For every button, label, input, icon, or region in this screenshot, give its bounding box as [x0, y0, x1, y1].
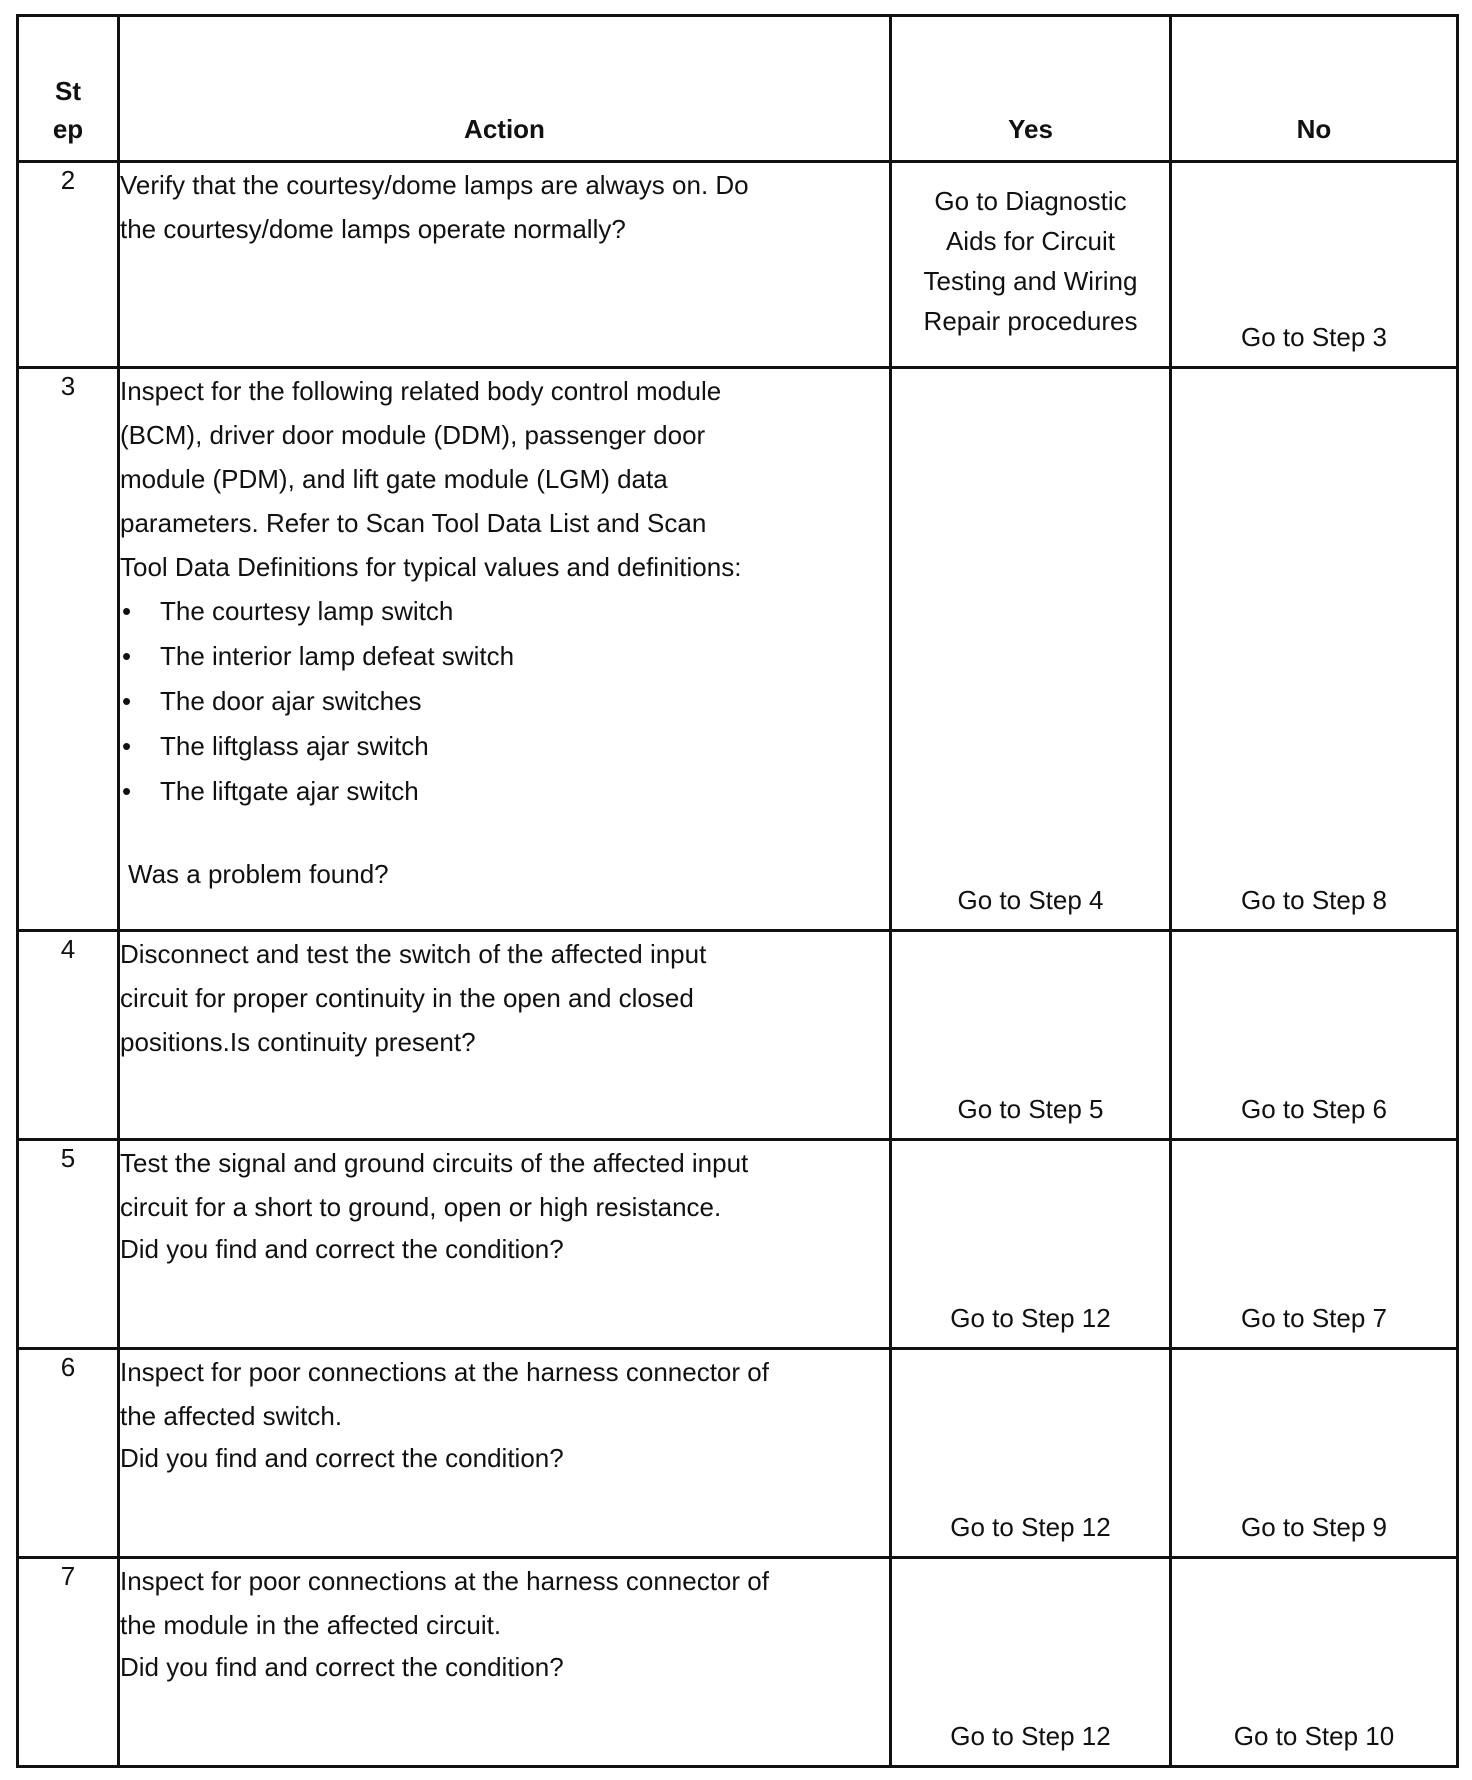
action-line: circuit for proper continuity in the open and closed: [120, 983, 694, 1013]
list-item: • The courtesy lamp switch: [120, 589, 889, 634]
step-number: 3: [18, 368, 119, 931]
yes-cell: [891, 1349, 1171, 1558]
no-link: Go to Step 8: [1241, 885, 1387, 915]
action-line: Verify that the courtesy/dome lamps are always on. Do: [120, 170, 749, 200]
action-line: Inspect for poor connections at the harness connector of: [120, 1566, 769, 1596]
action-cell: [119, 931, 891, 1140]
step-header-line2: ep: [52, 114, 84, 144]
table-row: [18, 162, 1458, 368]
list-item: • The door ajar switches: [120, 679, 889, 724]
table-row: [18, 368, 1458, 931]
action-line: Tool Data Definitions for typical values and definitions:: [120, 552, 742, 582]
no-link: Go to Step 3: [1241, 322, 1387, 352]
no-link: Go to Step 9: [1241, 1512, 1387, 1542]
no-cell: [1171, 162, 1458, 368]
list-item: • The liftgate ajar switch: [120, 769, 889, 814]
action-line: Did you find and correct the condition?: [120, 1234, 564, 1264]
action-cell: [119, 1140, 891, 1349]
action-cell: [119, 162, 891, 368]
action-line: Inspect for the following related body control module: [120, 376, 722, 406]
yes-header: Yes: [891, 16, 1171, 162]
no-link: Go to Step 6: [1241, 1094, 1387, 1124]
no-cell: [1171, 368, 1458, 931]
table-row: [18, 1140, 1458, 1349]
step-header: [18, 16, 119, 162]
yes-cell: [891, 162, 1171, 368]
yes-line: Repair procedures: [923, 306, 1138, 336]
action-line: the courtesy/dome lamps operate normally?: [120, 214, 626, 244]
action-line: the affected switch.: [120, 1401, 343, 1431]
yes-line: Go to Diagnostic: [934, 186, 1127, 216]
list-item: • The interior lamp defeat switch: [120, 634, 889, 679]
yes-link: Go to Step 5: [957, 1094, 1104, 1124]
no-cell: [1171, 931, 1458, 1140]
action-line: module (PDM), and lift gate module (LGM) data: [120, 464, 668, 494]
no-header: No: [1171, 16, 1458, 162]
no-cell: [1171, 1140, 1458, 1349]
step-header-line1: St: [55, 76, 81, 106]
action-cell: [119, 1349, 891, 1558]
list-item: • The liftglass ajar switch: [120, 724, 889, 769]
yes-link: Go to Step 12: [950, 1303, 1111, 1333]
yes-link: Go to Step 12: [950, 1721, 1111, 1751]
yes-cell: [891, 368, 1171, 931]
no-link: Go to Step 7: [1241, 1303, 1387, 1333]
header-row: [18, 16, 1458, 162]
action-line: Test the signal and ground circuits of the affected input: [120, 1148, 749, 1178]
action-line: parameters. Refer to Scan Tool Data List and Scan: [120, 508, 707, 538]
yes-cell: [891, 931, 1171, 1140]
action-line: Disconnect and test the switch of the affected input: [120, 939, 707, 969]
yes-link: Go to Step 4: [957, 885, 1104, 915]
step-number: 2: [18, 162, 119, 368]
diagnostic-table: [16, 14, 1459, 1768]
table-row: [18, 1558, 1458, 1767]
action-header: Action: [119, 16, 891, 162]
step-number: 4: [18, 931, 119, 1140]
action-line: (BCM), driver door module (DDM), passenger door: [120, 420, 706, 450]
action-line: circuit for a short to ground, open or high resistance.: [120, 1192, 722, 1222]
table-row: [18, 931, 1458, 1140]
action-question: Was a problem found?: [128, 859, 389, 889]
table-row: [18, 1349, 1458, 1558]
action-line: the module in the affected circuit.: [120, 1610, 502, 1640]
action-line: Did you find and correct the condition?: [120, 1443, 564, 1473]
step-number: 6: [18, 1349, 119, 1558]
yes-line: Testing and Wiring: [923, 266, 1138, 296]
step-number: 7: [18, 1558, 119, 1767]
yes-link: Go to Step 12: [950, 1512, 1111, 1542]
yes-line: Aids for Circuit: [945, 226, 1116, 256]
action-cell: [119, 1558, 891, 1767]
step-number: 5: [18, 1140, 119, 1349]
action-line: Inspect for poor connections at the harness connector of: [120, 1357, 769, 1387]
action-cell: [119, 368, 891, 931]
bullet-list: [120, 589, 889, 814]
no-cell: [1171, 1558, 1458, 1767]
no-cell: [1171, 1349, 1458, 1558]
yes-cell: [891, 1558, 1171, 1767]
action-line: positions.Is continuity present?: [120, 1027, 476, 1057]
yes-cell: [891, 1140, 1171, 1349]
no-link: Go to Step 10: [1233, 1721, 1395, 1751]
action-line: Did you find and correct the condition?: [120, 1652, 564, 1682]
